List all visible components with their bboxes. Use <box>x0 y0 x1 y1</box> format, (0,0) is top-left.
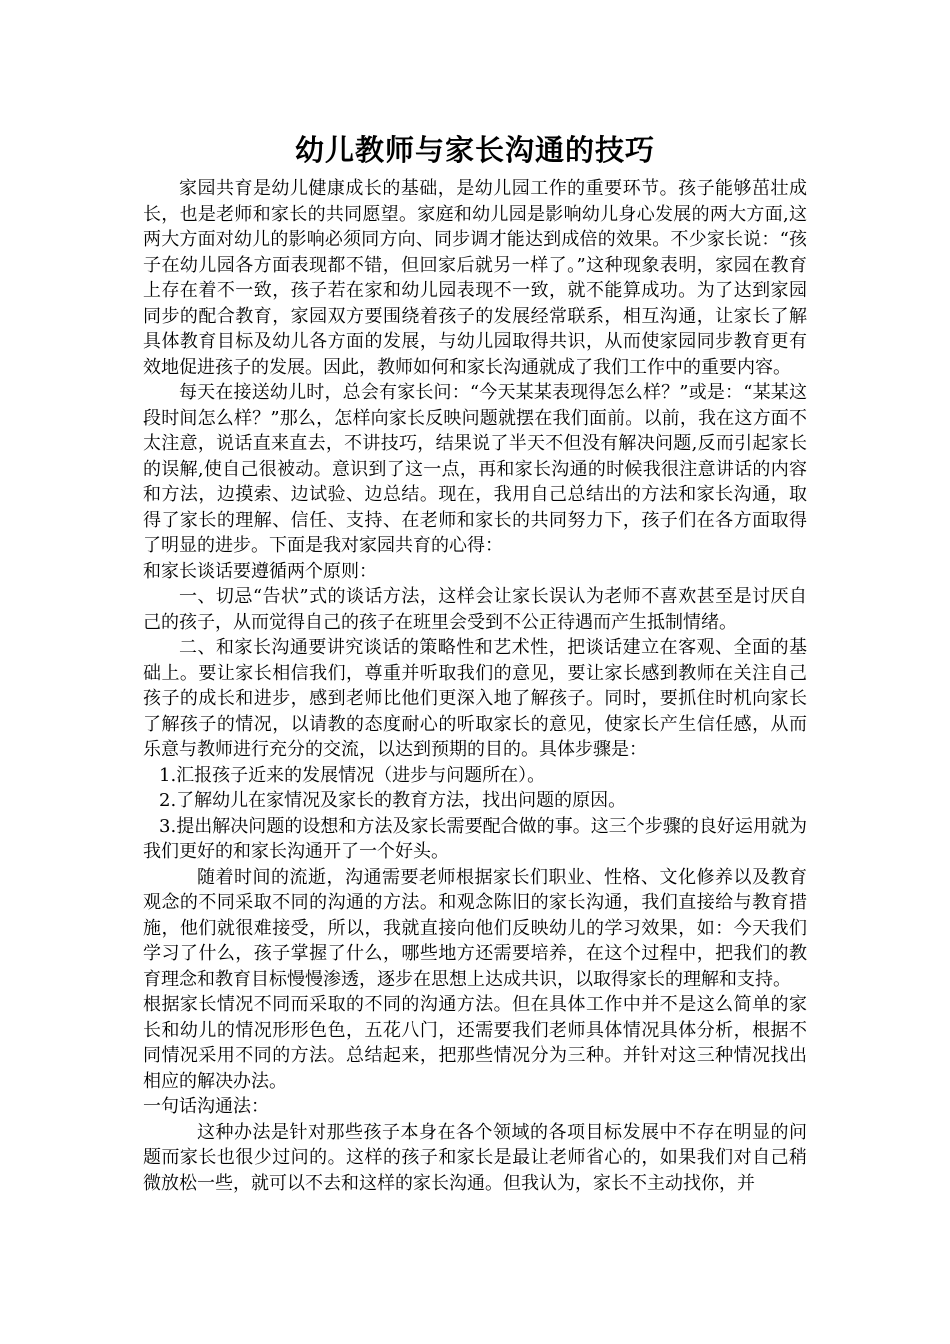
document-title: 幼儿教师与家长沟通的技巧 <box>294 133 655 167</box>
paragraph-different-methods: 根据家长情况不同而采取的不同的沟通方法。但在具体工作中并不是这么简单的家长和幼儿的情况形形色色，五花八门，还需要我们老师具体情况具体分析，根据不同情况采用不同的方法。总结起来，把那些情况分为三种。并针对这三种情况找出相应的解决办法。 <box>143 994 807 1092</box>
paragraph-intro: 家园共育是幼儿健康成长的基础，是幼儿园工作的重要环节。孩子能够茁壮成长，也是老师和家长的共同愿望。家庭和幼儿园是影响幼儿身心发展的两大方面,这两大方面对幼儿的影响必须同方向、同步调才能达到成倍的效果。不少家长说：“孩子在幼儿园各方面表现都不错，但回家后就另一样了。”这种现象表明，家园在教育上存在着不一致，孩子若在家和幼儿园表现不一致，就不能算成功。为了达到家园同步的配合教育，家园双方要围绕着孩子的发展经常联系，相互沟通，让家长了解具体教育目标及幼儿各方面的发展，与幼儿园取得共识，从而使家园同步教育更有效地促进孩子的发展。因此，教师如何和家长沟通就成了我们工作中的重要内容。 <box>143 178 807 378</box>
paragraph-principle-two: 二、和家长沟通要讲究谈话的策略性和艺术性，把谈话建立在客观、全面的基础上。要让家长相信我们，尊重并听取我们的意见，要让家长感到教师在关注自己孩子的成长和进步，感到老师比他们更深入地了解孩子。同时，要抓住时机向家长了解孩子的情况，以请教的态度耐心的听取家长的意见，使家长产生信任感，从而乐意与教师进行充分的交流，以达到预期的目的。具体步骤是： <box>143 637 807 760</box>
paragraph-step-one: 1.汇报孩子近来的发展情况（进步与问题所在）。 <box>159 764 546 786</box>
paragraph-principle-one: 一、切忌“告状”式的谈话方法，这样会让家长误认为老师不喜欢甚至是讨厌自己的孩子，从而觉得自己的孩子在班里会受到不公正待遇而产生抵制情绪。 <box>143 586 807 633</box>
paragraph-one-sentence-method: 这种办法是针对那些孩子本身在各个领域的各项目标发展中不存在明显的问题而家长也很少过问的。这样的孩子和家长是最让老师省心的，如果我们对自己稍微放松一些，就可以不去和这样的家长沟通。但我认为，家长不主动找你，并 <box>143 1121 807 1194</box>
paragraph-principles-heading: 和家长谈话要遵循两个原则： <box>143 560 377 582</box>
paragraph-one-sentence-heading: 一句话沟通法： <box>143 1096 269 1117</box>
paragraph-step-three: 3.提出解决问题的设想和方法及家长需要配合做的事。这三个步骤的良好运用就为我们更好的和家长沟通开了一个好头。 <box>143 815 807 862</box>
paragraph-step-two: 2.了解幼儿在家情况及家长的教育方法，找出问题的原因。 <box>159 790 627 811</box>
paragraph-daily-pickup: 每天在接送幼儿时，总会有家长问：“今天某某表现得怎么样？”或是：“某某这段时间怎么样？”那么，怎样向家长反映问题就摆在我们面前。以前，我在这方面不太注意，说话直来直去，不讲技巧，结果说了半天不但没有解决问题,反而引起家长的误解,使自己很被动。意识到了这一点，再和家长沟通的时候我很注意讲话的内容和方法，边摸索、边试验、边总结。现在，我用自己总结出的方法和家长沟通，取得了家长的理解、信任、支持、在老师和家长的共同努力下，孩子们在各方面取得了明显的进步。下面是我对家园共育的心得： <box>143 382 807 556</box>
document-page <box>143 128 807 1196</box>
paragraph-over-time: 随着时间的流逝，沟通需要老师根据家长们职业、性格、文化修养以及教育观念的不同采取不同的沟通的方法。和观念陈旧的家长沟通，我们直接给与教育措施，他们就很难接受，所以，我就直接向他们反映幼儿的学习效果，如：今天我们学习了什么，孩子掌握了什么，哪些地方还需要培养，在这个过程中，把我们的教育理念和教育目标慢慢渗透，逐步在思想上达成共识，以取得家长的理解和支持。 <box>143 866 807 990</box>
